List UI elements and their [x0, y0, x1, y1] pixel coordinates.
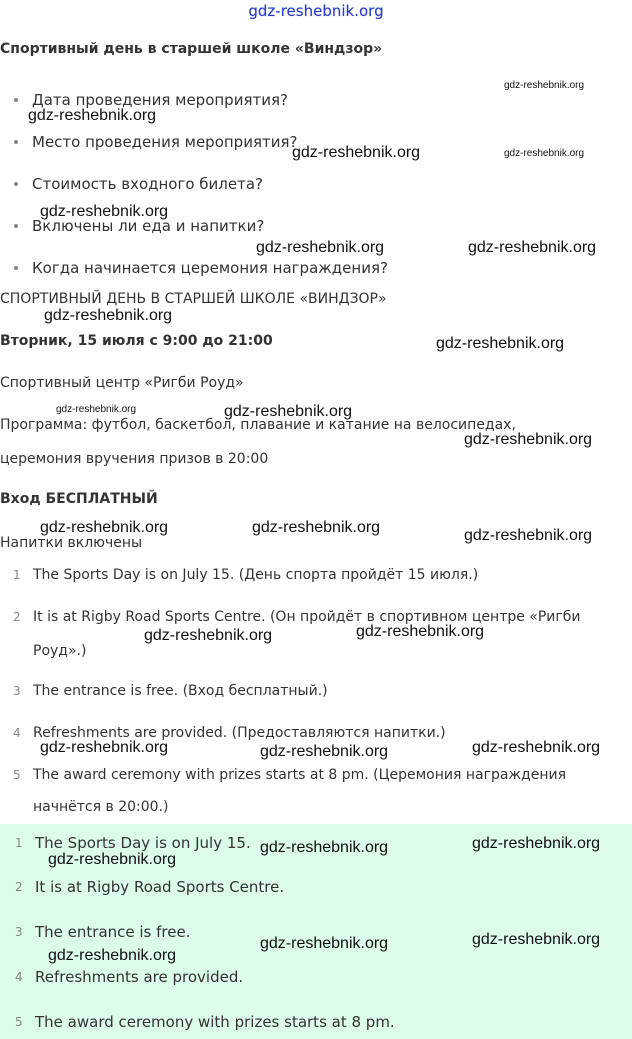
watermark: gdz-reshebnik.org — [260, 935, 389, 952]
item-text: It is at Rigby Road Sports Centre. (Он пройдёт в спортивном центре «Ригби — [33, 609, 581, 625]
notice-drinks: Напитки включены — [0, 535, 143, 551]
list-item — [14, 133, 297, 151]
item-text: Refreshments are provided. (Предоставляются напитки.) — [33, 725, 446, 741]
watermark: gdz-reshebnik.org — [472, 931, 601, 948]
watermark: gdz-reshebnik.org — [260, 839, 389, 856]
item-number: 2 — [13, 610, 21, 624]
question-text: Стоимость входного билета? — [32, 175, 264, 193]
watermark: gdz-reshebnik.org — [40, 519, 169, 536]
item-text: The award ceremony with prizes starts at 8 pm. (Церемония награждения — [33, 767, 566, 783]
item-number: 3 — [13, 684, 21, 698]
item-text: The Sports Day is on July 15. — [35, 834, 251, 852]
question-text: Дата проведения мероприятия? — [32, 91, 288, 109]
item-text: Роуд».) — [33, 643, 87, 659]
bullet-icon — [14, 182, 18, 186]
question-text: Когда начинается церемония награждения? — [32, 259, 388, 277]
notice-venue: Спортивный центр «Ригби Роуд» — [0, 375, 244, 391]
question-text: Включены ли еда и напитки? — [32, 217, 265, 235]
question-text: Место проведения мероприятия? — [32, 133, 298, 151]
watermark: gdz-reshebnik.org — [504, 148, 585, 159]
item-number: 3 — [15, 925, 23, 939]
watermark: gdz-reshebnik.org — [292, 144, 421, 161]
item-number: 4 — [15, 970, 23, 984]
bullet-icon — [14, 98, 18, 102]
list-item — [14, 175, 263, 193]
watermark: gdz-reshebnik.org — [356, 623, 485, 640]
item-number: 4 — [13, 726, 21, 740]
list-item — [14, 259, 388, 277]
notice-program-line-1: Программа: футбол, баскетбол, плавание и катание на велосипедах, — [0, 417, 516, 433]
item-text: The entrance is free. (Вход бесплатный.) — [33, 683, 328, 699]
notice-date: Вторник, 15 июля с 9:00 до 21:00 — [0, 333, 273, 349]
item-text: Refreshments are provided. — [35, 968, 244, 986]
watermark: gdz-reshebnik.org — [44, 307, 173, 324]
bullet-icon — [14, 224, 18, 228]
watermark: gdz-reshebnik.org — [464, 431, 593, 448]
watermark: gdz-reshebnik.org — [40, 739, 169, 756]
watermark: gdz-reshebnik.org — [48, 851, 177, 868]
watermark: gdz-reshebnik.org — [260, 743, 389, 760]
watermark: gdz-reshebnik.org — [48, 947, 177, 964]
site-header-link[interactable]: gdz-reshebnik.org — [248, 2, 384, 20]
notice-program-line-2: церемония вручения призов в 20:00 — [0, 451, 269, 467]
watermark: gdz-reshebnik.org — [436, 335, 565, 352]
watermark: gdz-reshebnik.org — [252, 519, 381, 536]
notice-heading: СПОРТИВНЫЙ ДЕНЬ В СТАРШЕЙ ШКОЛЕ «ВИНДЗОР» — [0, 291, 387, 307]
item-number: 1 — [13, 568, 21, 582]
watermark: gdz-reshebnik.org — [504, 80, 585, 91]
page-title: Спортивный день в старшей школе «Виндзор» — [0, 41, 383, 57]
watermark: gdz-reshebnik.org — [28, 107, 157, 124]
item-text: The award ceremony with prizes starts at 8 pm. — [35, 1013, 395, 1031]
item-number: 5 — [15, 1015, 23, 1029]
watermark: gdz-reshebnik.org — [256, 239, 385, 256]
watermark: gdz-reshebnik.org — [464, 527, 593, 544]
bullet-icon — [14, 140, 18, 144]
item-number: 1 — [15, 836, 23, 850]
watermark: gdz-reshebnik.org — [144, 627, 273, 644]
notice-entrance: Вход БЕСПЛАТНЫЙ — [0, 491, 158, 507]
watermark: gdz-reshebnik.org — [472, 835, 601, 852]
item-number: 5 — [13, 768, 21, 782]
watermark: gdz-reshebnik.org — [40, 203, 169, 220]
watermark: gdz-reshebnik.org — [56, 404, 137, 415]
item-text: It is at Rigby Road Sports Centre. — [35, 878, 285, 896]
item-text: The entrance is free. — [35, 923, 191, 941]
bullet-icon — [14, 266, 18, 270]
watermark: gdz-reshebnik.org — [472, 739, 601, 756]
item-text: начнётся в 20:00.) — [33, 799, 169, 815]
watermark: gdz-reshebnik.org — [468, 239, 597, 256]
item-number: 2 — [15, 880, 23, 894]
item-text: The Sports Day is on July 15. (День спорта пройдёт 15 июля.) — [33, 567, 479, 583]
watermark: gdz-reshebnik.org — [224, 403, 353, 420]
